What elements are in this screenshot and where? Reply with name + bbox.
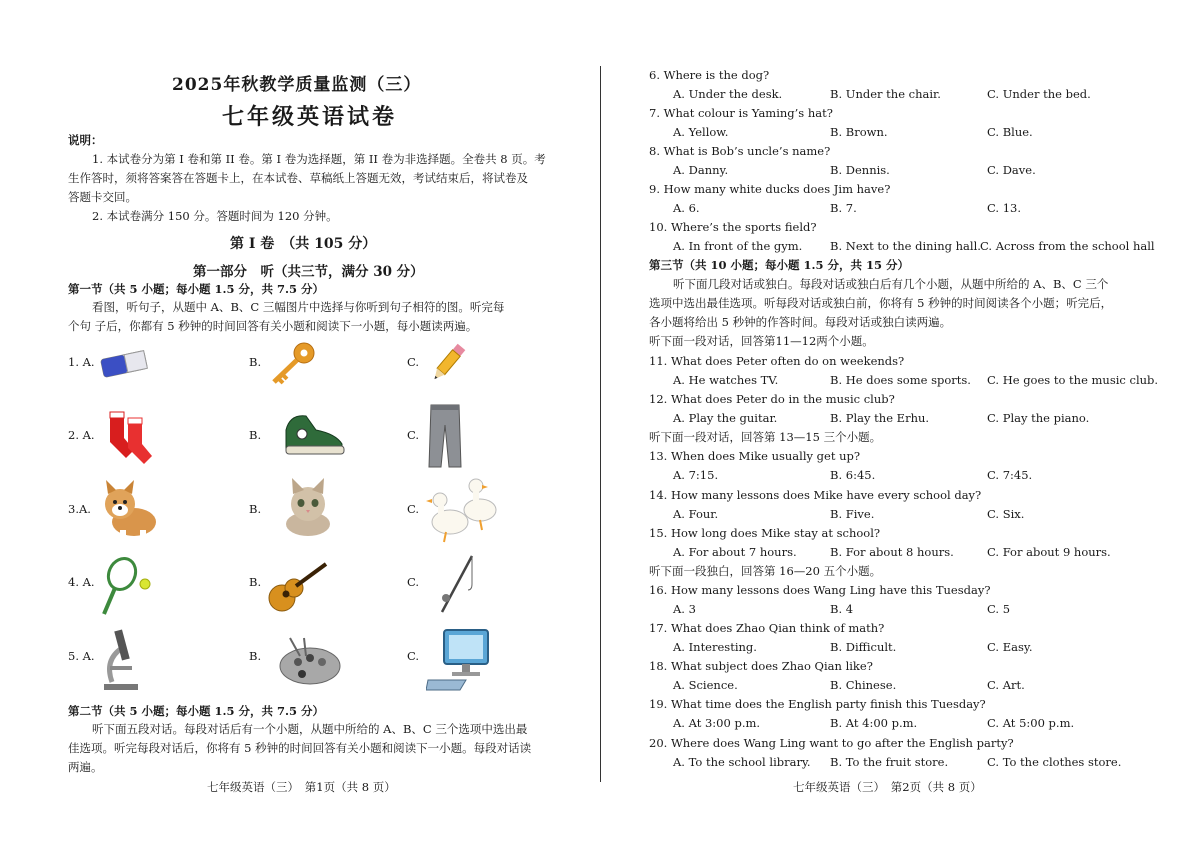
q5-b-label: B. bbox=[249, 649, 262, 663]
q16-option-a: A. 3 bbox=[673, 602, 696, 616]
q14-option-c: C. Six. bbox=[987, 507, 1025, 521]
socks-icon bbox=[100, 408, 160, 466]
q10-option-b: B. Next to the dining hall. bbox=[830, 239, 981, 253]
note-1-line-3: 答题卡交回。 bbox=[68, 190, 137, 204]
note-1-line-1: 1. 本试卷分为第 I 卷和第 II 卷。第 I 卷为选择题，第 II 卷为非选择题。全卷共 8 页。考 bbox=[92, 152, 546, 166]
q4-label: 4. A. bbox=[68, 575, 95, 589]
q5-c-label: C. bbox=[407, 649, 420, 663]
intro-11-12: 听下面一段对话，回答第11—12两个小题。 bbox=[649, 334, 874, 348]
q8-option-c: C. Dave. bbox=[987, 163, 1036, 177]
microscope-icon bbox=[98, 626, 144, 692]
part-title: 第一部分 听（共三节，满分 30 分） bbox=[193, 264, 424, 280]
page-2-footer: 七年级英语（三） 第2页（共 8 页） bbox=[793, 780, 982, 794]
q20-option-c: C. To the clothes store. bbox=[987, 755, 1122, 769]
q1-label: 1. A. bbox=[68, 355, 95, 369]
section-3-heading: 第三节（共 10 小题；每小题 1.5 分，共 15 分） bbox=[649, 258, 910, 272]
q2-c-label: C. bbox=[407, 428, 420, 442]
q14-question: 14. How many lessons does Mike have every school day? bbox=[649, 488, 982, 502]
q17-option-c: C. Easy. bbox=[987, 640, 1033, 654]
q16-option-c: C. 5 bbox=[987, 602, 1011, 616]
intro-13-15: 听下面一段对话，回答第 13—15 三个小题。 bbox=[649, 430, 882, 444]
q12-option-a: A. Play the guitar. bbox=[673, 411, 778, 425]
q7-question: 7. What colour is Yaming’s hat? bbox=[649, 106, 833, 120]
q12-question: 12. What does Peter do in the music club? bbox=[649, 392, 895, 406]
q9-option-a: A. 6. bbox=[673, 201, 700, 215]
q11-question: 11. What does Peter often do on weekends? bbox=[649, 354, 905, 368]
q9-option-b: B. 7. bbox=[830, 201, 857, 215]
q2-label: 2. A. bbox=[68, 428, 95, 442]
q9-option-c: C. 13. bbox=[987, 201, 1021, 215]
q16-question: 16. How many lessons does Wang Ling have this Tuesday? bbox=[649, 583, 991, 597]
q7-option-b: B. Brown. bbox=[830, 125, 888, 139]
q18-question: 18. What subject does Zhao Qian like? bbox=[649, 659, 873, 673]
q9-question: 9. How many white ducks does Jim have? bbox=[649, 182, 891, 196]
palette-icon bbox=[276, 636, 342, 688]
section-1-heading: 第一节（共 5 小题；每小题 1.5 分，共 7.5 分） bbox=[68, 282, 325, 296]
q19-question: 19. What time does the English party finish this Tuesday? bbox=[649, 697, 986, 711]
q16-option-b: B. 4 bbox=[830, 602, 854, 616]
page-2 bbox=[603, 0, 1200, 847]
q11-option-c: C. He goes to the music club. bbox=[987, 373, 1159, 387]
volume-title: 第 I 卷 （共 105 分） bbox=[230, 236, 377, 252]
section-2-instruction-line-2: 佳选项。听完每段对话后，你将有 5 秒钟的时间回答有关小题和阅读下一小题。每段对话读 bbox=[68, 741, 532, 755]
fishing-rod-icon bbox=[432, 552, 478, 616]
exam-title: 2025年秋教学质量监测（三） bbox=[172, 75, 422, 95]
q20-option-a: A. To the school library. bbox=[673, 755, 811, 769]
q15-option-a: A. For about 7 hours. bbox=[673, 545, 797, 559]
note-2: 2. 本试卷满分 150 分。答题时间为 120 分钟。 bbox=[92, 209, 338, 223]
section-2-instruction-line-1: 听下面五段对话。每段对话后有一个小题，从题中所给的 A、B、C 三个选项中选出最 bbox=[92, 722, 528, 736]
q19-option-a: A. At 3:00 p.m. bbox=[673, 716, 761, 730]
q17-option-a: A. Interesting. bbox=[673, 640, 757, 654]
guitar-icon bbox=[266, 560, 332, 616]
notes-heading: 说明： bbox=[68, 133, 103, 147]
q13-option-a: A. 7:15. bbox=[673, 468, 719, 482]
q4-b-label: B. bbox=[249, 575, 262, 589]
section-3-instruction-line-3: 各小题将给出 5 秒钟的作答时间。每段对话或独白读两遍。 bbox=[649, 315, 952, 329]
exam-subtitle: 七年级英语试卷 bbox=[222, 104, 398, 130]
q1-c-label: C. bbox=[407, 355, 420, 369]
q12-option-b: B. Play the Erhu. bbox=[830, 411, 930, 425]
q4-c-label: C. bbox=[407, 575, 420, 589]
q11-option-b: B. He does some sports. bbox=[830, 373, 971, 387]
section-1-instruction-line-2: 个句 子后，你都有 5 秒钟的时间回答有关小题和阅读下一小题，每小题读两遍。 bbox=[68, 319, 478, 333]
q20-question: 20. Where does Wang Ling want to go after the English party? bbox=[649, 736, 1014, 750]
eraser-icon bbox=[98, 345, 150, 383]
q10-option-c: C. Across from the school hall bbox=[980, 239, 1155, 253]
q6-option-b: B. Under the chair. bbox=[830, 87, 941, 101]
section-3-instruction-line-1: 听下面几段对话或独白。每段对话或独白后有几个小题，从题中所给的 A、B、C 三个 bbox=[673, 277, 1109, 291]
q17-option-b: B. Difficult. bbox=[830, 640, 897, 654]
q18-option-a: A. Science. bbox=[673, 678, 738, 692]
q19-option-c: C. At 5:00 p.m. bbox=[987, 716, 1075, 730]
q20-option-b: B. To the fruit store. bbox=[830, 755, 949, 769]
kitten-icon bbox=[276, 476, 338, 538]
q15-question: 15. How long does Mike stay at school? bbox=[649, 526, 881, 540]
q7-option-a: A. Yellow. bbox=[673, 125, 729, 139]
trousers-icon bbox=[425, 403, 465, 469]
page-divider bbox=[600, 66, 601, 782]
q8-question: 8. What is Bob’s uncle’s name? bbox=[649, 144, 831, 158]
section-1-instruction-line-1: 看图，听句子，从题中 A、B、C 三幅图片中选择与你听到句子相符的图。听完每 bbox=[92, 300, 505, 314]
ducks-icon bbox=[426, 470, 502, 544]
sneakers-icon bbox=[282, 408, 346, 462]
q13-option-c: C. 7:45. bbox=[987, 468, 1033, 482]
q12-option-c: C. Play the piano. bbox=[987, 411, 1090, 425]
q6-option-c: C. Under the bed. bbox=[987, 87, 1091, 101]
q6-question: 6. Where is the dog? bbox=[649, 68, 770, 82]
pencil-icon bbox=[428, 340, 468, 386]
q8-option-b: B. Dennis. bbox=[830, 163, 890, 177]
section-3-instruction-line-2: 选项中选出最佳选项。听每段对话或独白前，你将有 5 秒钟的时间阅读各个小题；听完后， bbox=[649, 296, 1113, 310]
note-1-line-2: 生作答时，须将答案答在答题卡上，在本试卷、草稿纸上答题无效，考试结束后，将试卷及 bbox=[68, 171, 528, 185]
q18-option-c: C. Art. bbox=[987, 678, 1025, 692]
section-2-heading: 第二节（共 5 小题；每小题 1.5 分，共 7.5 分） bbox=[68, 704, 325, 718]
puppy-icon bbox=[96, 478, 162, 542]
q3-b-label: B. bbox=[249, 502, 262, 516]
q10-question: 10. Where’s the sports field? bbox=[649, 220, 817, 234]
q19-option-b: B. At 4:00 p.m. bbox=[830, 716, 918, 730]
q13-question: 13. When does Mike usually get up? bbox=[649, 449, 861, 463]
computer-icon bbox=[426, 626, 492, 692]
key-icon bbox=[268, 340, 318, 386]
q15-option-c: C. For about 9 hours. bbox=[987, 545, 1111, 559]
q8-option-a: A. Danny. bbox=[673, 163, 729, 177]
intro-16-20: 听下面一段独白，回答第 16—20 五个小题。 bbox=[649, 564, 882, 578]
q2-b-label: B. bbox=[249, 428, 262, 442]
tennis-racket-icon bbox=[98, 556, 154, 618]
q14-option-a: A. Four. bbox=[673, 507, 719, 521]
q18-option-b: B. Chinese. bbox=[830, 678, 897, 692]
q6-option-a: A. Under the desk. bbox=[673, 87, 783, 101]
q7-option-c: C. Blue. bbox=[987, 125, 1033, 139]
q15-option-b: B. For about 8 hours. bbox=[830, 545, 954, 559]
q1-b-label: B. bbox=[249, 355, 262, 369]
q5-label: 5. A. bbox=[68, 649, 95, 663]
q14-option-b: B. Five. bbox=[830, 507, 875, 521]
q10-option-a: A. In front of the gym. bbox=[673, 239, 803, 253]
q11-option-a: A. He watches TV. bbox=[673, 373, 779, 387]
q3-label: 3.A. bbox=[68, 502, 91, 516]
section-2-instruction-line-3: 两遍。 bbox=[68, 760, 103, 774]
q3-c-label: C. bbox=[407, 502, 420, 516]
q17-question: 17. What does Zhao Qian think of math? bbox=[649, 621, 885, 635]
q13-option-b: B. 6:45. bbox=[830, 468, 876, 482]
page-1-footer: 七年级英语（三） 第1页（共 8 页） bbox=[207, 780, 396, 794]
